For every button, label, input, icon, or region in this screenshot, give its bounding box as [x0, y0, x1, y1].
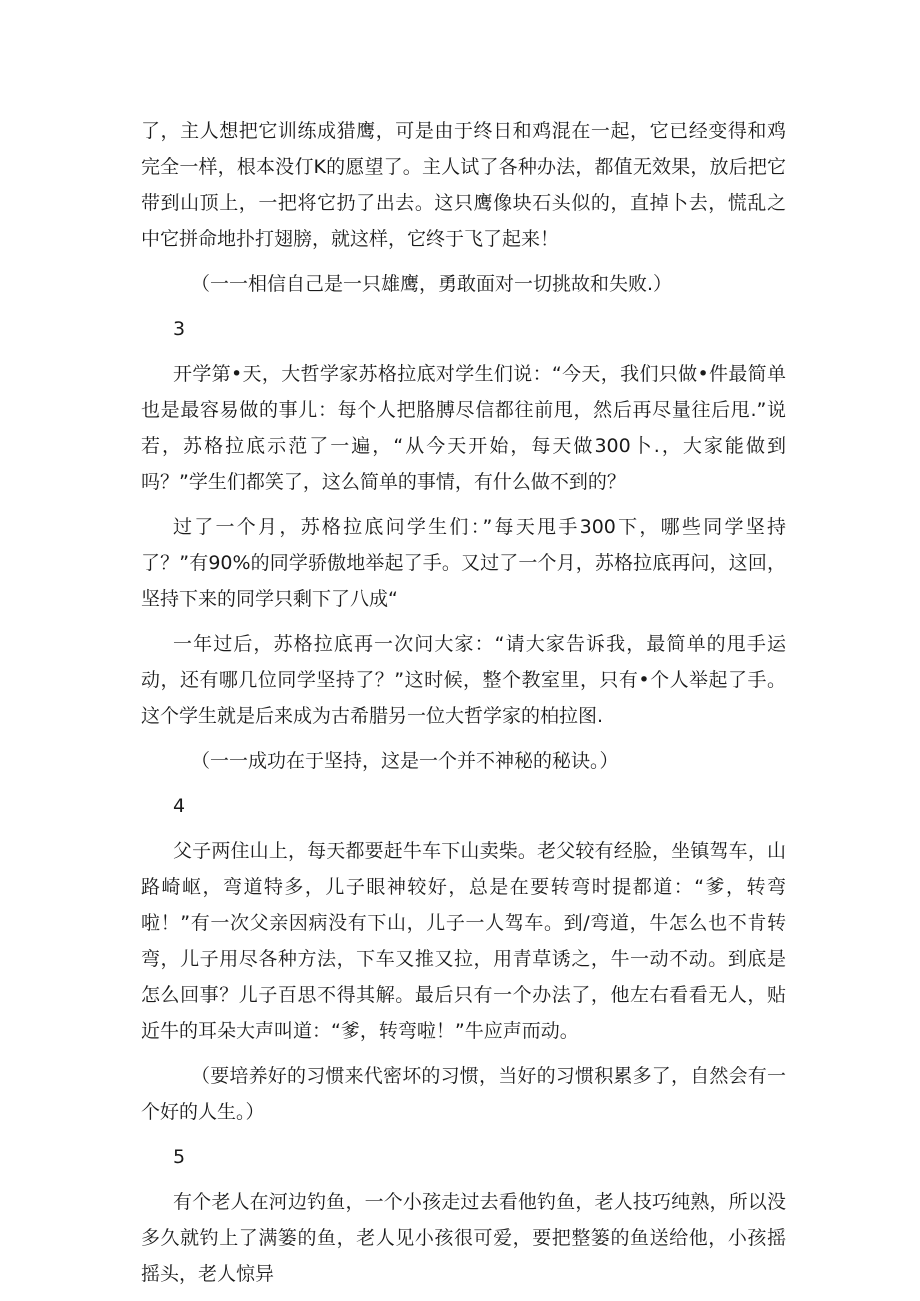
paragraph-socrates-2: 过了一个月，苏格拉底问学生们：”每天甩手300下，哪些同学坚持了？”有90%的同学骄傲地举起了手。又过了一个月，苏格拉底再问，这回，坚持下来的同学只剩下了八成“ [141, 516, 786, 610]
paragraph-socrates-3: 一年过后，苏格拉底再一次问大家：“请大家告诉我，最简单的甩手运动，还有哪几位同学坚持了？”这时候，整个教室里，只有•个人举起了手。这个学生就是后来成为古希腊另一位大哲学家的柏拉图. [141, 633, 786, 727]
paragraph-socrates-1: 开学第•天，大哲学家苏格拉底对学生们说：“今天，我们只做•件最简单也是最容易做的事儿：每个人把胳膊尽信都往前甩，然后再尽量往后甩.”说若，苏格拉底示范了一遍，“从今天开始，每天做300卜.，大家能做到吗？”学生们都笑了，这么简单的事情，有什么做不到的？ [141, 363, 786, 493]
story-number-5: 5 [173, 1146, 186, 1168]
story-number-4: 4 [173, 795, 186, 817]
moral-persistence: （一一成功在于坚持，这是一个并不神秘的秘诀。） [191, 750, 619, 772]
moral-habits: （要培养好的习惯来代密坏的习惯，当好的习惯积累多了，自然会有一个好的人生。） [141, 1065, 786, 1123]
document-body [141, 113, 786, 1292]
story-number-3: 3 [173, 318, 186, 340]
moral-eagle: （一一相信自己是一只雄鹰，勇敢面对一切挑故和失败.） [191, 273, 673, 295]
paragraph-oxcart-story: 父子两住山上，每天都要赶牛车下山卖柴。老父较有经脸，坐镇驾车，山路崎岖，弯道特多，儿子眼神较好，总是在要转弯时提都道：“爹，转弯啦！”有一次父亲因病没有下山，儿子一人驾车。到/弯道，牛怎么也不肯转弯，儿子用尽各种方法，下车又推又拉，用青草诱之，牛一动不动。到底是怎么回事？儿子百思不得其解。最后只有一个办法了，他左右看看无人，贴近牛的耳朵大声叫道：“爹，转弯啦！”牛应声而动。 [141, 840, 786, 1042]
paragraph-fishing-story: 有个老人在河边钓鱼，一个小孩走过去看他钓鱼，老人技巧纯熟，所以没多久就钓上了满篓的鱼，老人见小孩很可爱，要把整篓的鱼送给他，小孩摇摇头，老人惊异 [141, 1191, 786, 1285]
paragraph-eagle-story: 了，主人想把它训练成猎鹰，可是由于终日和鸡混在一起，它已经变得和鸡完全一样，根本没仃K的愿望了。主人试了各种办法，都值无效果，放后把它带到山顶上，一把将它扔了出去。这只鹰像块石头似的，直掉卜去，慌乱之中它拼命地扑打翅膀，就这样，它终于飞了起来！ [141, 120, 786, 250]
